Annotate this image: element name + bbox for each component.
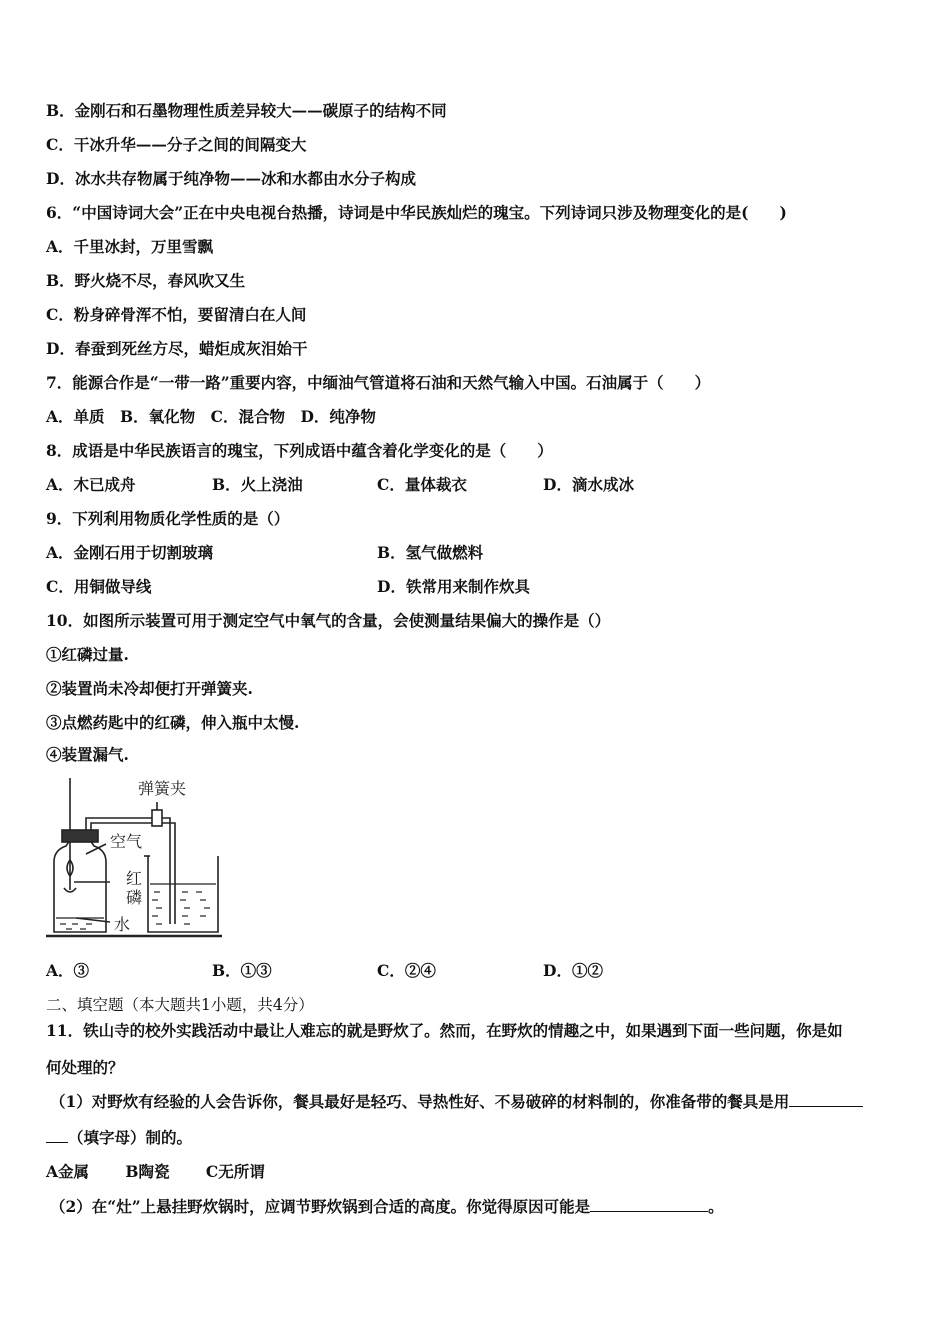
q11-choices: A金属 B陶瓷 C无所谓 — [46, 1162, 265, 1181]
q11-part1-line1 — [50, 1092, 863, 1112]
q10-item-1: ①红磷过量. — [46, 645, 129, 664]
q10-item-2: ②装置尚未冷却便打开弹簧夹. — [46, 679, 253, 698]
q11-stem-line2: 何处理的？ — [46, 1058, 124, 1077]
q9-option-a: A．金刚石用于切割玻璃 — [46, 543, 214, 562]
q11-part1-text: （1）对野炊有经验的人会告诉你，餐具最好是轻巧、导热性好、不易破碎的材料制的，你准备带的餐具是用 — [50, 1092, 790, 1111]
q10-stem: 10．如图所示装置可用于测定空气中氧气的含量，会使测量结果偏大的操作是（） — [46, 611, 611, 630]
q5-option-c: C．干冰升华——分子之间的间隔变大 — [46, 135, 307, 154]
label-red-2: 磷 — [126, 888, 143, 907]
q11-part1-suffix: （填字母）制的。 — [68, 1128, 193, 1147]
q10-option-c: C．②④ — [377, 961, 436, 980]
q7-stem: 7．能源合作是“一带一路”重要内容，中缅油气管道将石油和天然气输入中国。石油属于（ ） — [46, 373, 711, 392]
q10-option-b: B．①③ — [212, 961, 272, 980]
q9-option-c: C．用铜做导线 — [46, 577, 152, 596]
q9-option-d: D．铁常用来制作炊具 — [377, 577, 530, 596]
q8-option-d: D．滴水成冰 — [543, 475, 634, 494]
q10-item-4: ④装置漏气. — [46, 745, 129, 764]
q9-option-b: B．氢气做燃料 — [377, 543, 484, 562]
q11-stem-line1: 11．铁山寺的校外实践活动中最让人难忘的就是野炊了。然而，在野炊的情趣之中，如果遇到下面一些问题，你是如 — [46, 1021, 843, 1040]
q5-option-d: D．冰水共存物属于纯净物——冰和水都由水分子构成 — [46, 169, 416, 188]
apparatus-figure — [40, 772, 240, 944]
q10-option-d: D．①② — [543, 961, 603, 980]
q11-part1-line2 — [46, 1128, 192, 1148]
answer-blank-2[interactable] — [590, 1197, 708, 1212]
q10-item-3: ③点燃药匙中的红磷，伸入瓶中太慢. — [46, 713, 300, 732]
section-heading: 二、填空题（本大题共1小题，共4分） — [46, 996, 314, 1014]
q9-stem: 9．下列利用物质化学性质的是（） — [46, 509, 290, 528]
q10-option-a: A．③ — [46, 961, 90, 980]
label-water: 水 — [114, 915, 131, 934]
label-air: 空气 — [110, 832, 143, 851]
q7-options: A．单质 B．氧化物 C．混合物 D．纯净物 — [46, 407, 376, 426]
spring-clamp — [152, 810, 162, 826]
q11-part2 — [50, 1197, 724, 1217]
stopper — [62, 830, 98, 842]
label-red-1: 红 — [126, 869, 143, 888]
q6-option-b: B．野火烧不尽，春风吹又生 — [46, 271, 246, 290]
q5-option-b: B．金刚石和石墨物理性质差异较大——碳原子的结构不同 — [46, 101, 447, 120]
label-clamp: 弹簧夹 — [138, 779, 187, 798]
q11-part2-end: 。 — [708, 1197, 724, 1216]
q8-option-c: C．量体裁衣 — [377, 475, 467, 494]
q6-option-c: C．粉身碎骨浑不怕，要留清白在人间 — [46, 305, 307, 324]
q8-stem: 8．成语是中华民族语言的瑰宝，下列成语中蕴含着化学变化的是（ ） — [46, 441, 553, 460]
q8-option-b: B．火上浇油 — [212, 475, 303, 494]
beaker-water — [150, 884, 216, 924]
q6-stem: 6．“中国诗词大会”正在中央电视台热播，诗词是中华民族灿烂的瑰宝。下列诗词只涉及物理变化的是( ) — [46, 203, 787, 222]
q6-option-a: A．千里冰封，万里雪飘 — [46, 237, 214, 256]
answer-blank-1[interactable] — [789, 1092, 863, 1107]
q6-option-d: D．春蚕到死丝方尽，蜡炬成灰泪始干 — [46, 339, 308, 358]
answer-blank-1-cont[interactable] — [46, 1128, 68, 1143]
beaker — [148, 856, 218, 932]
q11-part2-text: （2）在“灶”上悬挂野炊锅时，应调节野炊锅到合适的高度。你觉得原因可能是 — [50, 1197, 591, 1216]
q8-option-a: A．木已成舟 — [46, 475, 136, 494]
